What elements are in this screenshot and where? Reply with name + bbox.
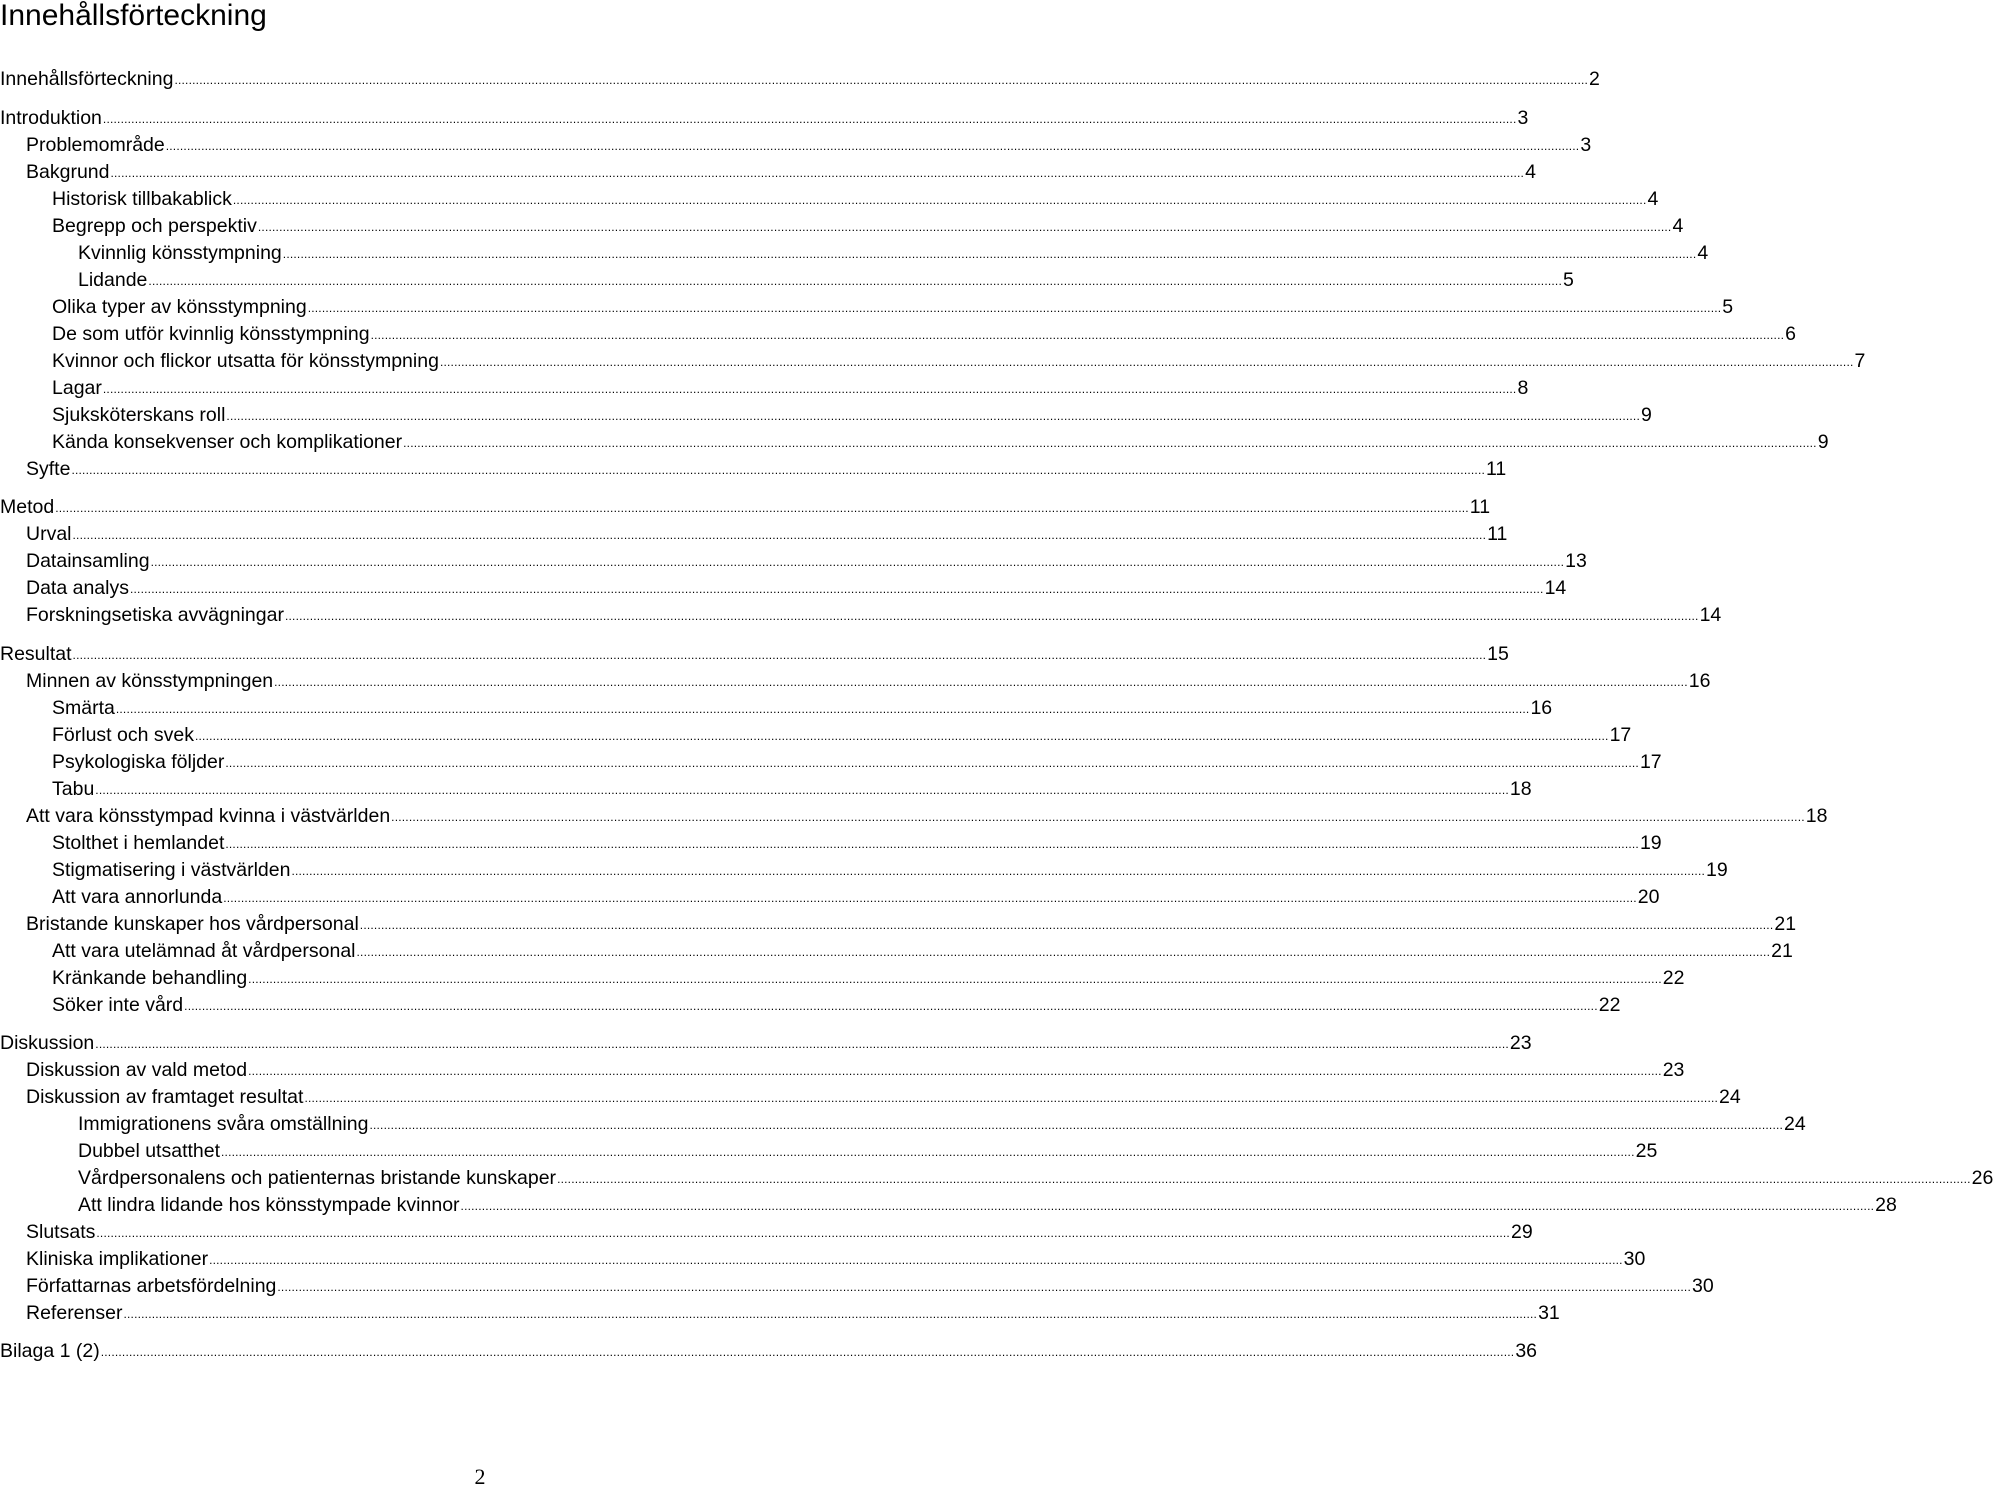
- toc-entry[interactable]: [26, 602, 1722, 629]
- toc-entry-page: 28: [1875, 1194, 1897, 1216]
- toc-entry[interactable]: [26, 1219, 1533, 1246]
- toc-entry[interactable]: [52, 294, 1734, 321]
- toc-entry-title: Datainsamling: [26, 550, 150, 572]
- toc-dot-leader: ................................................................................................................................................................................................................................................................................................................................................................................................................: [129, 582, 1544, 596]
- toc-entry-page: 16: [1688, 670, 1711, 692]
- toc-dot-leader: ................................................................................................................................................................................................................................................................................................................................................................................................................: [194, 729, 1609, 743]
- toc-entry-page: 4: [1525, 161, 1536, 183]
- toc-entry[interactable]: [26, 1246, 1646, 1273]
- toc-entry-title: Resultat: [0, 643, 72, 665]
- toc-entry-page: 17: [1609, 724, 1632, 746]
- toc-entry-title: Olika typer av könsstympning: [52, 296, 307, 318]
- toc-entry-title: Lagar: [52, 377, 102, 399]
- toc-entry[interactable]: [52, 938, 1793, 965]
- toc-entry-page: 11: [1469, 496, 1491, 518]
- toc-entry-title: Urval: [26, 523, 72, 545]
- toc-entry-page: 23: [1509, 1032, 1532, 1054]
- toc-entry[interactable]: [52, 402, 1652, 429]
- toc-entry-page: 23: [1662, 1059, 1685, 1081]
- toc-dot-leader: ................................................................................................................................................................................................................................................................................................................................................................................................................: [257, 220, 1672, 234]
- toc-dot-leader: ................................................................................................................................................................................................................................................................................................................................................................................................................: [359, 918, 1774, 932]
- toc-dot-leader: ................................................................................................................................................................................................................................................................................................................................................................................................................: [557, 1172, 1971, 1186]
- toc-entry-page: 8: [1517, 377, 1529, 399]
- toc-entry-title: Innehållsförteckning: [0, 68, 174, 90]
- toc-entry[interactable]: [26, 521, 1508, 548]
- toc-entry[interactable]: [52, 321, 1797, 348]
- toc-entry[interactable]: [0, 1338, 1538, 1365]
- toc-entry-title: Bristande kunskaper hos vårdpersonal: [26, 913, 359, 935]
- toc-entry[interactable]: [52, 857, 1728, 884]
- toc-entry[interactable]: [26, 803, 1828, 830]
- toc-dot-leader: ................................................................................................................................................................................................................................................................................................................................................................................................................: [148, 274, 1562, 288]
- toc-entry-title: Forskningsetiska avvägningar: [26, 604, 284, 626]
- toc-entry-title: Författarnas arbetsfördelning: [26, 1275, 277, 1297]
- toc-entry-page: 18: [1805, 805, 1828, 827]
- toc-entry[interactable]: [0, 66, 1600, 93]
- toc-dot-leader: ................................................................................................................................................................................................................................................................................................................................................................................................................: [248, 1064, 1662, 1078]
- toc-entry-title: Diskussion av framtaget resultat: [26, 1086, 304, 1108]
- toc-entry-page: 30: [1691, 1275, 1714, 1297]
- page-title: Innehållsförteckning: [0, 0, 267, 32]
- toc-dot-leader: ................................................................................................................................................................................................................................................................................................................................................................................................................: [282, 247, 1697, 261]
- toc-entry-page: 5: [1563, 269, 1574, 291]
- toc-entry-title: Att vara annorlunda: [52, 886, 223, 908]
- toc-dot-leader: ................................................................................................................................................................................................................................................................................................................................................................................................................: [55, 501, 1469, 515]
- toc-dot-leader: ................................................................................................................................................................................................................................................................................................................................................................................................................: [221, 1145, 1635, 1159]
- toc-entry-title: Smärta: [52, 697, 115, 719]
- toc-entry[interactable]: [0, 1030, 1532, 1057]
- toc-entry-title: Sjuksköterskans roll: [52, 404, 226, 426]
- toc-entry-page: 4: [1647, 188, 1659, 210]
- toc-entry[interactable]: [26, 132, 1592, 159]
- toc-entry-title: Slutsats: [26, 1221, 96, 1243]
- toc-entry[interactable]: [78, 1192, 1897, 1219]
- toc-entry-page: 3: [1517, 107, 1529, 129]
- toc-entry[interactable]: [52, 992, 1621, 1019]
- toc-entry-page: 4: [1697, 242, 1709, 264]
- toc-dot-leader: ................................................................................................................................................................................................................................................................................................................................................................................................................: [304, 1091, 1719, 1105]
- toc-entry[interactable]: [26, 1057, 1685, 1084]
- toc-dot-leader: ................................................................................................................................................................................................................................................................................................................................................................................................................: [95, 1037, 1509, 1051]
- toc-entry-title: Stigmatisering i västvärlden: [52, 859, 291, 881]
- toc-entry[interactable]: [0, 641, 1509, 668]
- toc-dot-leader: ................................................................................................................................................................................................................................................................................................................................................................................................................: [96, 1226, 1510, 1240]
- toc-entry-page: 19: [1706, 859, 1728, 881]
- toc-entry[interactable]: [26, 456, 1507, 483]
- toc-entry[interactable]: [52, 213, 1684, 240]
- toc-entry-title: Referenser: [26, 1302, 123, 1324]
- toc-entry[interactable]: [0, 494, 1491, 521]
- toc-entry-title: Att vara utelämnad åt vårdpersonal: [52, 940, 356, 962]
- toc-entry-title: Minnen av könsstympningen: [26, 670, 274, 692]
- toc-entry-page: 21: [1774, 913, 1797, 935]
- toc-dot-leader: ................................................................................................................................................................................................................................................................................................................................................................................................................: [102, 382, 1517, 396]
- toc-entry[interactable]: [26, 1084, 1741, 1111]
- toc-dot-leader: ................................................................................................................................................................................................................................................................................................................................................................................................................: [95, 783, 1509, 797]
- toc-dot-leader: ................................................................................................................................................................................................................................................................................................................................................................................................................: [274, 675, 1688, 689]
- toc-dot-leader: ................................................................................................................................................................................................................................................................................................................................................................................................................: [232, 193, 1647, 207]
- toc-entry-title: Problemområde: [26, 134, 165, 156]
- toc-dot-leader: ................................................................................................................................................................................................................................................................................................................................................................................................................: [403, 436, 1817, 450]
- toc-entry[interactable]: [26, 575, 1567, 602]
- toc-entry[interactable]: [26, 159, 1536, 186]
- toc-entry-page: 20: [1637, 886, 1660, 908]
- toc-dot-leader: ................................................................................................................................................................................................................................................................................................................................................................................................................: [225, 837, 1639, 851]
- toc-entry-title: Att lindra lidande hos könsstympade kvinnor: [78, 1194, 460, 1216]
- toc-entry-page: 30: [1623, 1248, 1646, 1270]
- toc-entry-title: Begrepp och perspektiv: [52, 215, 257, 237]
- toc-entry-page: 17: [1639, 751, 1662, 773]
- toc-dot-leader: ................................................................................................................................................................................................................................................................................................................................................................................................................: [356, 945, 1771, 959]
- toc-entry[interactable]: [78, 1138, 1658, 1165]
- toc-dot-leader: ................................................................................................................................................................................................................................................................................................................................................................................................................: [209, 1253, 1623, 1267]
- toc-entry-title: Kvinnlig könsstympning: [78, 242, 282, 264]
- toc-entry[interactable]: [52, 695, 1553, 722]
- toc-entry-title: Bilaga 1 (2): [0, 1340, 100, 1362]
- toc-dot-leader: ................................................................................................................................................................................................................................................................................................................................................................................................................: [100, 1345, 1515, 1359]
- toc-dot-leader: ................................................................................................................................................................................................................................................................................................................................................................................................................: [307, 301, 1722, 315]
- toc-entry-title: Introduktion: [0, 107, 102, 129]
- toc-dot-leader: ................................................................................................................................................................................................................................................................................................................................................................................................................: [72, 528, 1487, 542]
- toc-entry-title: Historisk tillbakablick: [52, 188, 232, 210]
- toc-entry-page: 21: [1771, 940, 1793, 962]
- toc-entry-page: 22: [1662, 967, 1685, 989]
- toc-entry-title: Kända konsekvenser och komplikationer: [52, 431, 403, 453]
- toc-entry[interactable]: [78, 1111, 1806, 1138]
- toc-dot-leader: ................................................................................................................................................................................................................................................................................................................................................................................................................: [115, 702, 1530, 716]
- toc-dot-leader: ................................................................................................................................................................................................................................................................................................................................................................................................................: [248, 972, 1662, 986]
- toc-entry-title: Kvinnor och flickor utsatta för könsstympning: [52, 350, 439, 372]
- toc-dot-leader: ................................................................................................................................................................................................................................................................................................................................................................................................................: [225, 756, 1639, 770]
- toc-dot-leader: ................................................................................................................................................................................................................................................................................................................................................................................................................: [291, 864, 1706, 878]
- toc-dot-leader: ................................................................................................................................................................................................................................................................................................................................................................................................................: [72, 648, 1487, 662]
- toc-dot-leader: ................................................................................................................................................................................................................................................................................................................................................................................................................: [391, 810, 1805, 824]
- toc-entry-page: 14: [1699, 604, 1722, 626]
- toc-entry-title: Förlust och svek: [52, 724, 194, 746]
- toc-dot-leader: ................................................................................................................................................................................................................................................................................................................................................................................................................: [460, 1199, 1875, 1213]
- toc-entry-title: Bakgrund: [26, 161, 110, 183]
- toc-entry[interactable]: [52, 830, 1662, 857]
- toc-entry[interactable]: [52, 429, 1829, 456]
- toc-dot-leader: ................................................................................................................................................................................................................................................................................................................................................................................................................: [439, 355, 1854, 369]
- toc-entry-title: Vårdpersonalens och patienternas bristande kunskaper: [78, 1167, 557, 1189]
- toc-entry-title: Metod: [0, 496, 55, 518]
- toc-dot-leader: ................................................................................................................................................................................................................................................................................................................................................................................................................: [110, 166, 1525, 180]
- toc-entry[interactable]: [52, 965, 1685, 992]
- toc-entry-title: Att vara könsstympad kvinna i västvärlden: [26, 805, 391, 827]
- toc-entry-page: 11: [1487, 523, 1508, 545]
- toc-entry[interactable]: [26, 668, 1711, 695]
- toc-entry-page: 19: [1639, 832, 1662, 854]
- toc-entry-page: 22: [1598, 994, 1621, 1016]
- toc-entry-page: 13: [1565, 550, 1587, 572]
- toc-entry-title: Psykologiska följder: [52, 751, 225, 773]
- toc-entry[interactable]: [52, 749, 1662, 776]
- toc-entry-title: Stolthet i hemlandet: [52, 832, 225, 854]
- toc-entry-title: Diskussion: [0, 1032, 95, 1054]
- toc-entry[interactable]: [52, 348, 1866, 375]
- toc-entry-page: 29: [1510, 1221, 1533, 1243]
- toc-dot-leader: ................................................................................................................................................................................................................................................................................................................................................................................................................: [102, 112, 1517, 126]
- toc-entry[interactable]: [52, 722, 1632, 749]
- toc-entry-page: 5: [1722, 296, 1734, 318]
- toc-dot-leader: ................................................................................................................................................................................................................................................................................................................................................................................................................: [370, 328, 1785, 342]
- toc-entry-title: Immigrationens svåra omställning: [78, 1113, 369, 1135]
- toc-entry-title: Dubbel utsatthet: [78, 1140, 221, 1162]
- toc-dot-leader: ................................................................................................................................................................................................................................................................................................................................................................................................................: [150, 555, 1565, 569]
- toc-entry-page: 36: [1515, 1340, 1538, 1362]
- toc-entry-page: 18: [1509, 778, 1532, 800]
- toc-dot-leader: ................................................................................................................................................................................................................................................................................................................................................................................................................: [71, 463, 1486, 477]
- toc-entry-title: Kränkande behandling: [52, 967, 248, 989]
- toc-entry[interactable]: [26, 1273, 1714, 1300]
- toc-entry[interactable]: [52, 186, 1659, 213]
- toc-entry-title: Data analys: [26, 577, 129, 599]
- toc-dot-leader: ................................................................................................................................................................................................................................................................................................................................................................................................................: [277, 1280, 1691, 1294]
- toc-entry-page: 16: [1530, 697, 1553, 719]
- toc-entry-title: Kliniska implikationer: [26, 1248, 209, 1270]
- toc-entry-page: 7: [1854, 350, 1866, 372]
- toc-entry-page: 6: [1785, 323, 1797, 345]
- toc-dot-leader: ................................................................................................................................................................................................................................................................................................................................................................................................................: [284, 609, 1699, 623]
- toc-entry-title: Syfte: [26, 458, 71, 480]
- toc-entry-page: 24: [1784, 1113, 1806, 1135]
- toc-entry[interactable]: [78, 240, 1709, 267]
- toc-entry-page: 4: [1672, 215, 1684, 237]
- toc-entry[interactable]: [26, 911, 1797, 938]
- toc-entry-page: 24: [1719, 1086, 1741, 1108]
- toc-entry-title: Diskussion av vald metod: [26, 1059, 248, 1081]
- toc-entry-page: 15: [1487, 643, 1509, 665]
- toc-entry-page: 11: [1486, 458, 1507, 480]
- toc-dot-leader: ................................................................................................................................................................................................................................................................................................................................................................................................................: [165, 139, 1580, 153]
- toc-dot-leader: ................................................................................................................................................................................................................................................................................................................................................................................................................: [223, 891, 1637, 905]
- toc-entry[interactable]: [26, 1300, 1560, 1327]
- toc-entry-page: 3: [1580, 134, 1592, 156]
- toc-entry[interactable]: [52, 776, 1532, 803]
- toc-entry-page: 31: [1538, 1302, 1560, 1324]
- toc-entry[interactable]: [52, 375, 1529, 402]
- toc-entry-title: Söker inte vård: [52, 994, 184, 1016]
- toc-entry-page: 2: [1589, 68, 1600, 90]
- toc-dot-leader: ................................................................................................................................................................................................................................................................................................................................................................................................................: [123, 1307, 1538, 1321]
- toc-entry-page: 9: [1817, 431, 1829, 453]
- toc-entry-page: 9: [1641, 404, 1652, 426]
- toc-entry-page: 25: [1635, 1140, 1658, 1162]
- toc-entry[interactable]: [26, 548, 1587, 575]
- page-number: 2: [474, 1464, 486, 1489]
- toc-entry-page: 14: [1544, 577, 1567, 599]
- toc-entry-title: Lidande: [78, 269, 148, 291]
- toc-entry-page: 26: [1971, 1167, 1993, 1189]
- toc-entry-title: De som utför kvinnlig könsstympning: [52, 323, 370, 345]
- toc-dot-leader: ................................................................................................................................................................................................................................................................................................................................................................................................................: [369, 1118, 1784, 1132]
- toc-dot-leader: ................................................................................................................................................................................................................................................................................................................................................................................................................: [226, 409, 1640, 423]
- toc-entry[interactable]: [0, 105, 1529, 132]
- toc-entry-title: Tabu: [52, 778, 95, 800]
- toc-entry[interactable]: [78, 1165, 1993, 1192]
- toc-dot-leader: ................................................................................................................................................................................................................................................................................................................................................................................................................: [174, 73, 1589, 87]
- toc-entry[interactable]: [52, 884, 1660, 911]
- toc-entry[interactable]: [78, 267, 1574, 294]
- toc-dot-leader: ................................................................................................................................................................................................................................................................................................................................................................................................................: [184, 999, 1598, 1013]
